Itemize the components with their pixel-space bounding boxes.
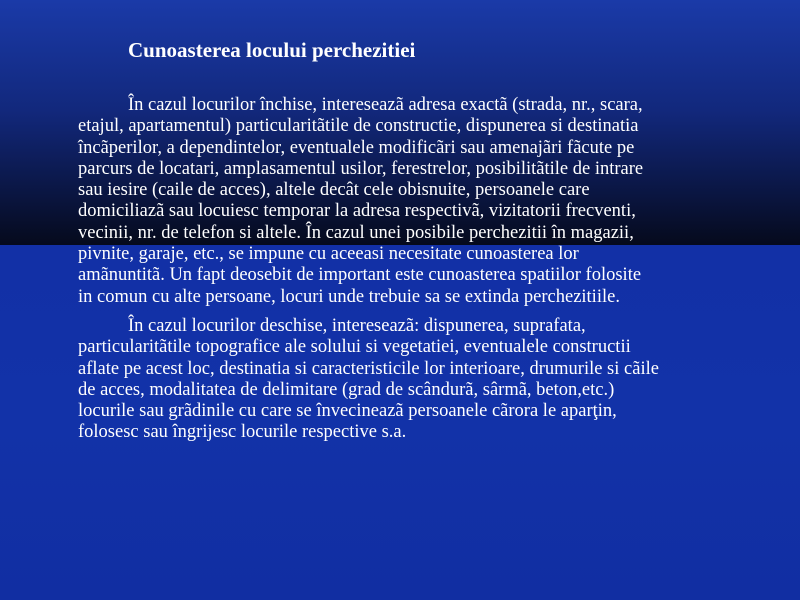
paragraph-line: etajul, apartamentul) particularitãtile de constructie, dispunerea si destinatia: [78, 116, 639, 137]
paragraph-line: de acces, modalitatea de delimitare (grad de scândurã, sârmã, beton,etc.): [78, 379, 615, 400]
paragraph-line: particularitãtile topografice ale solului si vegetatiei, eventualele constructii: [78, 337, 631, 358]
paragraph-closed-places: [78, 95, 778, 308]
paragraph-line: amãnuntitã. Un fapt deosebit de important este cunoasterea spatiilor folosite: [78, 265, 642, 286]
paragraph-open-places: [78, 316, 778, 444]
paragraph-line: vecinii, nr. de telefon si altele. În cazul unei posibile perchezitii în magazii,: [78, 222, 634, 243]
paragraph-line: pivnite, garaje, etc., se impune cu aceeasi necesitate cunoasterea lor: [78, 244, 579, 265]
slide-title: Cunoasterea locului perchezitiei: [128, 38, 416, 62]
paragraph-line: in comun cu alte persoane, locuri unde trebuie sa se extinda perchezitiile.: [78, 286, 620, 307]
paragraph-line: În cazul locurilor deschise, intereseazã: dispunerea, suprafata,: [128, 316, 586, 336]
paragraph-line: locurile sau grãdinile cu care se învecineazã persoanele cãrora le aparţin,: [78, 401, 617, 422]
paragraph-line: încãperilor, a dependintelor, eventualele modificãri sau amenajãri fãcute pe: [78, 137, 635, 158]
paragraph-line: aflate pe acest loc, destinatia si caracteristicile lor interioare, drumurile si cãile: [78, 358, 659, 379]
paragraph-line: folosesc sau îngrijesc locurile respective s.a.: [78, 422, 407, 443]
paragraph-line: parcurs de locatari, amplasamentul usilor, ferestrelor, posibilitãtile de intrare: [78, 158, 644, 179]
paragraph-line: sau iesire (caile de acces), altele decât cele obisnuite, persoanele care: [78, 180, 590, 201]
paragraph-line: domiciliazã sau locuiesc temporar la adresa respectivã, vizitatorii frecventi,: [78, 201, 636, 222]
paragraph-line: În cazul locurilor închise, intereseazã adresa exactã (strada, nr., scara,: [128, 95, 643, 115]
